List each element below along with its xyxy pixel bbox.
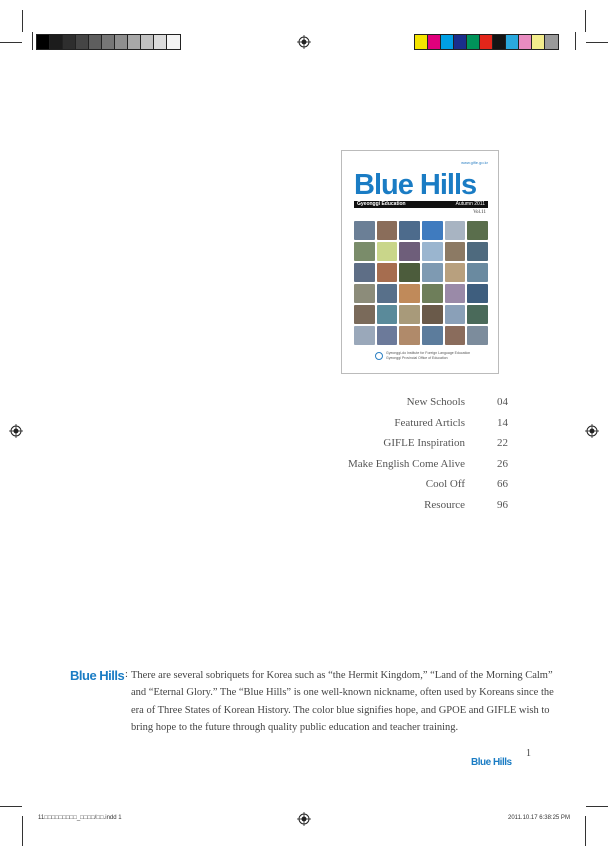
gray-swatch [50, 35, 63, 49]
toc-item-page: 66 [497, 478, 508, 490]
color-swatch [506, 35, 519, 49]
toc-item-title: New Schools [406, 396, 465, 408]
crop-mark [586, 42, 608, 43]
cover-photo-tile [354, 326, 375, 345]
cover-photo-tile [422, 305, 443, 324]
registration-mark-icon [297, 812, 311, 826]
registration-mark-icon [297, 35, 311, 49]
crop-mark [575, 32, 576, 50]
color-bar [414, 34, 559, 50]
cover-photo-tile [422, 221, 443, 240]
crop-mark [22, 10, 23, 32]
cover-photo-tile [354, 305, 375, 324]
cover-photo-tile [377, 284, 398, 303]
toc-item-page: 22 [497, 437, 508, 449]
slug-date: 2011.10.17 6:38:25 PM [508, 815, 570, 821]
crop-mark [585, 10, 586, 32]
footnote-line: bring hope to the future through quality public education and teacher training. [131, 721, 459, 733]
cover-photo-tile [445, 305, 466, 324]
footnote-text [131, 667, 554, 736]
registration-mark-icon [9, 424, 23, 438]
footnote-logo: Blue Hills [70, 668, 125, 683]
cover-photo-tile [445, 284, 466, 303]
toc-item-page: 26 [497, 457, 508, 470]
gray-scale-bar [36, 34, 181, 50]
cover-photo-tile [399, 242, 420, 261]
gray-swatch [63, 35, 76, 49]
toc-item-title: Resource [424, 498, 465, 511]
cover-photo-tile [354, 221, 375, 240]
cover-footer-line: Gyeonggi-do Institute for Foreign Language Education [386, 351, 471, 355]
color-swatch [415, 35, 428, 49]
color-swatch [454, 35, 467, 49]
cover-volume: Vol.11 [473, 210, 486, 215]
crop-mark [586, 806, 608, 807]
slug-file: 11□□□□□□□□□_□□□□/□□.indd 1 [38, 815, 122, 821]
gray-swatch [115, 35, 128, 49]
office-logo-icon [375, 352, 383, 360]
cover-photo-tile [377, 242, 398, 261]
toc-item-title: Cool Off [425, 478, 465, 490]
toc-item[interactable] [239, 456, 508, 477]
toc-item-page: 14 [497, 416, 508, 429]
gray-swatch [128, 35, 141, 49]
gray-swatch [154, 35, 167, 49]
toc-item[interactable] [239, 435, 508, 456]
footnote-line: era of Three States of Korean History. The color blue signifies hope, and GPOE and GIFLE wish to [131, 704, 550, 716]
footnote-line: and “Eternal Glory.” The “Blue Hills” is one well-known nickname, often used by Koreans since the [131, 687, 554, 699]
toc-item-title: Make English Come Alive [347, 457, 465, 470]
toc-item[interactable] [239, 476, 508, 497]
cover-photo-mosaic [354, 221, 488, 345]
registration-mark-icon [585, 424, 599, 438]
crop-mark [0, 42, 22, 43]
cover-photo-tile [422, 326, 443, 345]
cover-title: Blue Hills [354, 169, 477, 201]
footnote-colon: : [125, 669, 128, 680]
toc-item-page: 04 [497, 396, 508, 408]
toc-item-title: Featured Articls [394, 416, 465, 429]
cover-photo-tile [377, 326, 398, 345]
cover-photo-tile [422, 242, 443, 261]
cover-photo-tile [422, 284, 443, 303]
cover-photo-tile [467, 263, 488, 282]
cover-photo-tile [445, 263, 466, 282]
cover-footer [386, 351, 496, 361]
toc-item-title: GIFLE Inspiration [383, 437, 465, 449]
crop-mark [0, 806, 22, 807]
cover-photo-tile [445, 326, 466, 345]
color-swatch [493, 35, 506, 49]
cover-photo-tile [445, 221, 466, 240]
gray-swatch [167, 35, 180, 49]
toc-item[interactable] [239, 497, 508, 518]
cover-band [354, 201, 488, 208]
cover-url: www.gifle.go.kr [461, 160, 488, 165]
cover-season: Autumn 2011 [455, 201, 485, 207]
cover-photo-tile [399, 221, 420, 240]
cover-photo-tile [354, 263, 375, 282]
color-swatch [532, 35, 545, 49]
cover-photo-tile [422, 263, 443, 282]
magazine-cover [341, 150, 499, 374]
gray-swatch [76, 35, 89, 49]
cover-photo-tile [377, 305, 398, 324]
page-number: 1 [526, 748, 531, 759]
footnote-line: There are several sobriquets for Korea such as “the Hermit Kingdom,” “Land of the Morning Calm” [131, 670, 553, 681]
cover-photo-tile [467, 284, 488, 303]
cover-photo-tile [377, 263, 398, 282]
cover-photo-tile [377, 221, 398, 240]
gray-swatch [102, 35, 115, 49]
color-swatch [480, 35, 493, 49]
cover-photo-tile [354, 284, 375, 303]
toc-item-page: 96 [497, 498, 508, 511]
gray-swatch [141, 35, 154, 49]
toc-item[interactable] [239, 394, 508, 415]
crop-mark [22, 816, 23, 846]
cover-photo-tile [399, 305, 420, 324]
cover-photo-tile [399, 263, 420, 282]
cover-subtitle: Gyeonggi Education [357, 201, 406, 207]
cover-photo-tile [467, 326, 488, 345]
cover-photo-tile [445, 242, 466, 261]
color-swatch [428, 35, 441, 49]
cover-photo-tile [399, 326, 420, 345]
crop-mark [585, 816, 586, 846]
color-swatch [441, 35, 454, 49]
crop-mark [32, 32, 33, 50]
cover-photo-tile [399, 284, 420, 303]
page-logo: Blue Hills [471, 757, 512, 768]
cover-photo-tile [467, 221, 488, 240]
cover-photo-tile [467, 242, 488, 261]
gray-swatch [37, 35, 50, 49]
cover-photo-tile [467, 305, 488, 324]
toc-item[interactable] [239, 415, 508, 436]
color-swatch [467, 35, 480, 49]
color-swatch [545, 35, 558, 49]
gray-swatch [89, 35, 102, 49]
cover-photo-tile [354, 242, 375, 261]
color-swatch [519, 35, 532, 49]
cover-footer-line: Gyeonggi Provincial Office of Education [386, 356, 448, 360]
table-of-contents [239, 394, 508, 517]
